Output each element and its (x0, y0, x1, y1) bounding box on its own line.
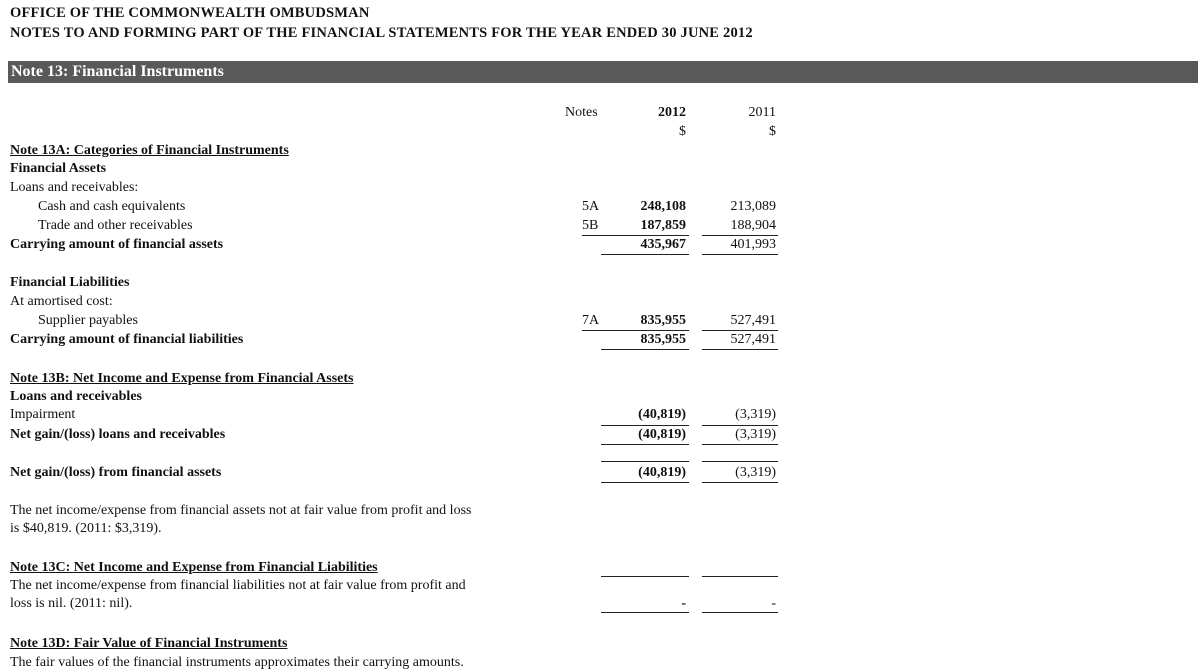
subtotal-rule-2011 (702, 330, 778, 331)
impairment-2011: (3,319) (735, 407, 776, 422)
carry-liab-2011: 527,491 (730, 332, 776, 347)
section-title-13d: Note 13D: Fair Value of Financial Instruments (10, 636, 288, 651)
total-rule-2012 (601, 612, 689, 613)
carry-liab-label: Carrying amount of financial liabilities (10, 332, 244, 347)
n13c-2011: - (771, 596, 776, 611)
total-rule-2012 (601, 349, 689, 350)
section-title-13a: Note 13A: Categories of Financial Instruments (10, 143, 289, 158)
col-header-notes: Notes (565, 105, 598, 120)
financial-assets-heading: Financial Assets (10, 161, 107, 176)
cash-2012: 248,108 (640, 199, 686, 214)
supplier-label: Supplier payables (38, 313, 138, 328)
total-rule-2012 (601, 254, 689, 255)
loans-receivables-heading: Loans and receivables (10, 389, 142, 404)
total-rule-2012 (601, 482, 689, 483)
net-fa-2012: (40,819) (638, 465, 686, 480)
trade-label: Trade and other receivables (38, 218, 193, 233)
subtotal-rule-2012 (601, 330, 689, 331)
subtotal-rule-2011 (702, 235, 778, 236)
note-title-bar (8, 61, 1198, 83)
impairment-2012: (40,819) (638, 407, 686, 422)
note-13d-paragraph: The fair values of the financial instruments approximates their carrying amounts. (10, 655, 464, 670)
subtotal-rule-2012 (601, 576, 689, 577)
subtotal-rule-2011 (702, 461, 778, 462)
cash-label: Cash and cash equivalents (38, 199, 186, 214)
loans-receivables-label: Loans and receivables: (10, 180, 139, 195)
col-header-2011: 2011 (748, 105, 776, 120)
net-lr-2011: (3,319) (735, 427, 776, 442)
carry-assets-2011: 401,993 (730, 237, 776, 252)
document-header-org: OFFICE OF THE COMMONWEALTH OMBUDSMAN (10, 5, 370, 21)
note-13c-paragraph: The net income/expense from financial liabilities not at fair value from profit and loss is nil. (2011: nil). (10, 578, 466, 611)
notes-underline (582, 330, 602, 331)
note-title: Note 13: Financial Instruments (11, 63, 224, 80)
carry-liab-2012: 835,955 (640, 332, 686, 347)
carry-assets-2012: 435,967 (640, 237, 686, 252)
financial-liabilities-heading: Financial Liabilities (10, 275, 130, 290)
net-fa-2011: (3,319) (735, 465, 776, 480)
col-header-2012: 2012 (658, 105, 686, 120)
carry-assets-label: Carrying amount of financial assets (10, 237, 224, 252)
net-lr-2012: (40,819) (638, 427, 686, 442)
total-rule-2011 (702, 444, 778, 445)
section-title-13b: Note 13B: Net Income and Expense from Financial Assets (10, 371, 354, 386)
net-fa-label: Net gain/(loss) from financial assets (10, 465, 222, 480)
net-lr-label: Net gain/(loss) loans and receivables (10, 427, 226, 442)
total-rule-2011 (702, 482, 778, 483)
n13c-2012: - (681, 596, 686, 611)
supplier-note-ref: 7A (582, 313, 600, 328)
document-header-subtitle: NOTES TO AND FORMING PART OF THE FINANCIAL STATEMENTS FOR THE YEAR ENDED 30 JUNE 2012 (10, 25, 753, 41)
note-13b-paragraph: The net income/expense from financial assets not at fair value from profit and loss is $40,819. (2011: $3,319). (10, 503, 472, 536)
cash-note-ref: 5A (582, 199, 600, 214)
total-rule-2011 (702, 349, 778, 350)
notes-underline (582, 235, 602, 236)
amortised-cost-label: At amortised cost: (10, 294, 113, 309)
total-rule-2011 (702, 612, 778, 613)
trade-note-ref: 5B (582, 218, 599, 233)
col-unit-2011: $ (769, 124, 776, 139)
subtotal-rule-2012 (601, 461, 689, 462)
subtotal-rule-2011 (702, 576, 778, 577)
total-rule-2011 (702, 254, 778, 255)
cash-2011: 213,089 (730, 199, 776, 214)
trade-2012: 187,859 (640, 218, 686, 233)
trade-2011: 188,904 (730, 218, 776, 233)
impairment-label: Impairment (10, 407, 76, 422)
col-unit-2012: $ (679, 124, 686, 139)
supplier-2011: 527,491 (730, 313, 776, 328)
subtotal-rule-2011 (702, 425, 778, 426)
subtotal-rule-2012 (601, 425, 689, 426)
section-title-13c: Note 13C: Net Income and Expense from Financial Liabilities (10, 560, 378, 575)
total-rule-2012 (601, 444, 689, 445)
subtotal-rule-2012 (601, 235, 689, 236)
supplier-2012: 835,955 (640, 313, 686, 328)
